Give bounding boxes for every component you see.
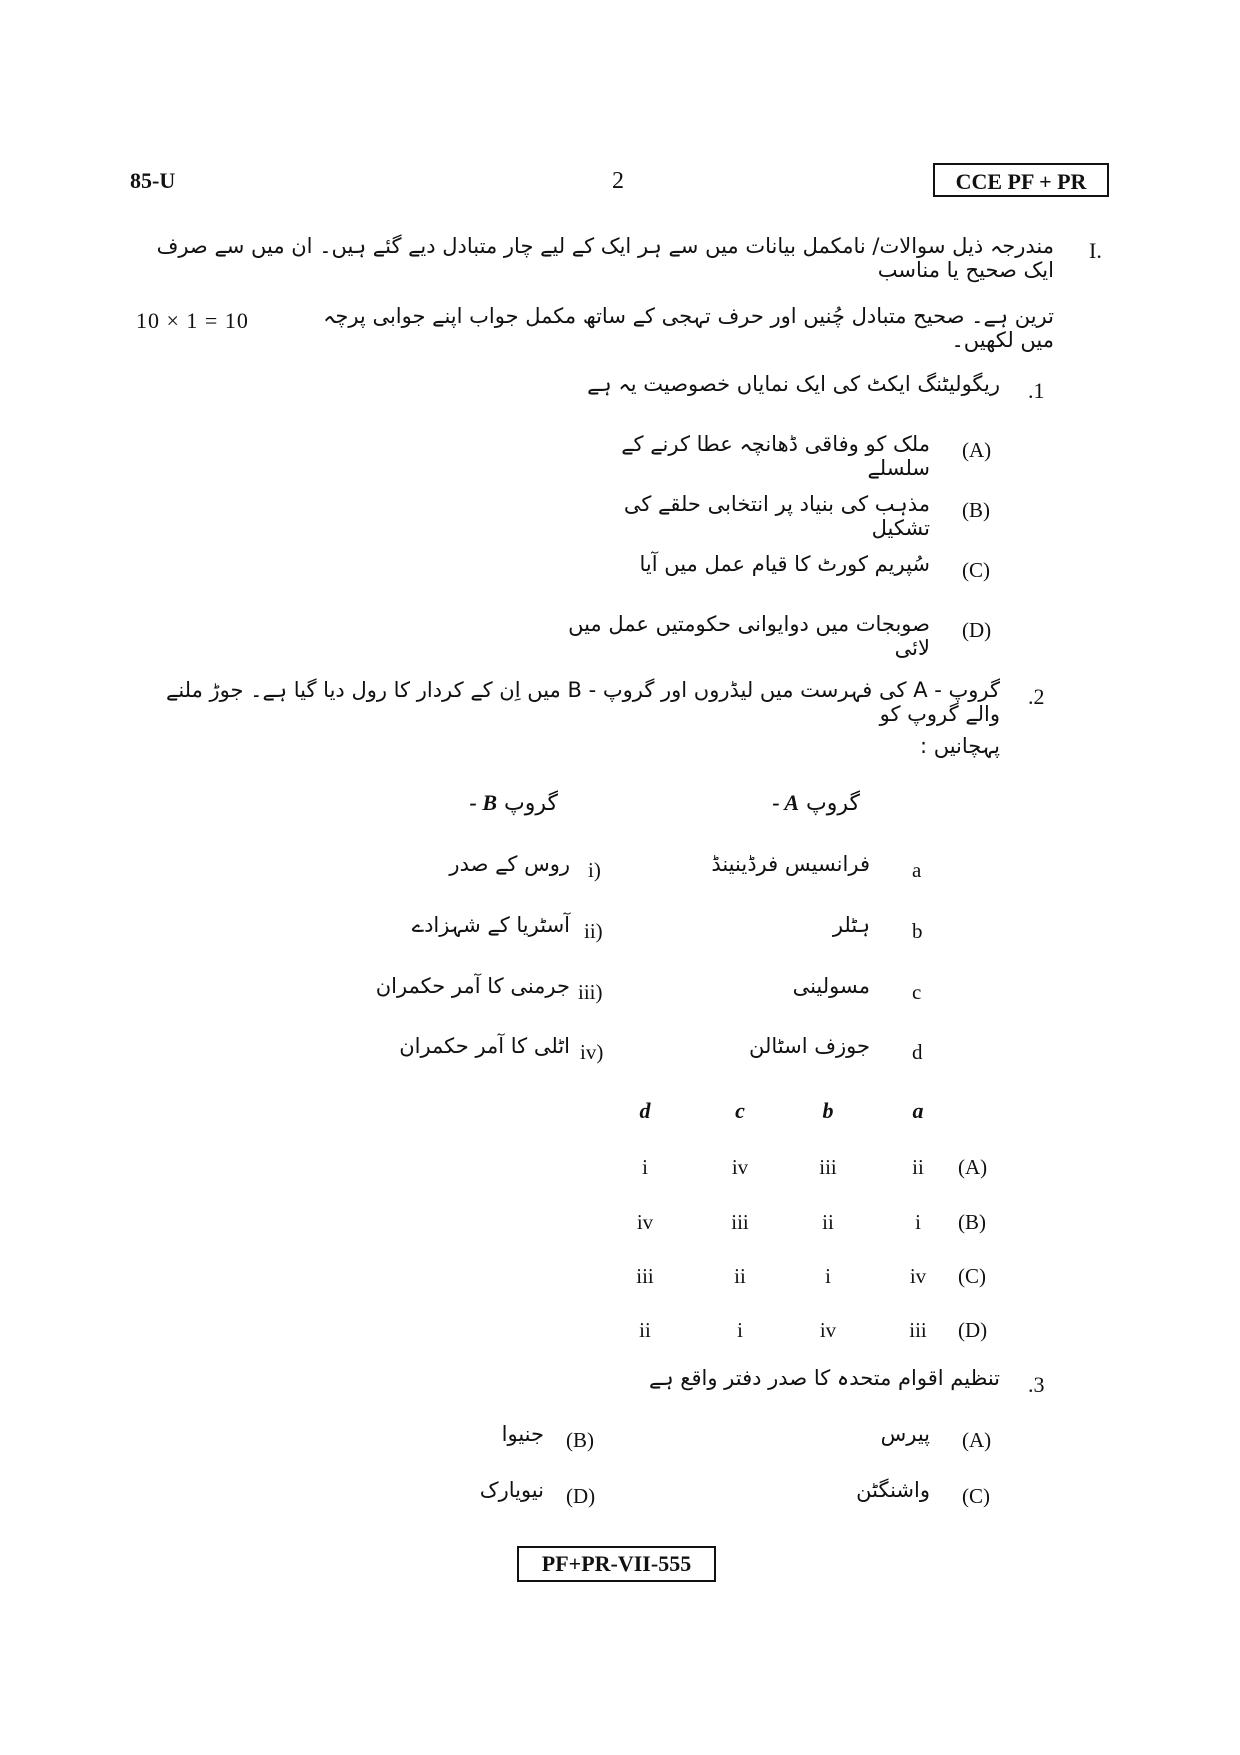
exam-code-box: CCE PF + PR <box>933 163 1109 197</box>
q1-option-c-label: (C) <box>962 558 990 582</box>
match-column-a: a <box>912 1098 924 1123</box>
row-b-b: ii <box>822 1210 834 1234</box>
section-marks: 10 × 1 = 10 <box>136 308 249 333</box>
row-d-c: i <box>737 1318 743 1342</box>
question-2-number: .2 <box>1028 684 1045 709</box>
match-column-c: c <box>735 1098 745 1123</box>
row-a-b: iii <box>819 1155 837 1179</box>
group-b-item-i: روس کے صدر <box>449 852 570 876</box>
q1-option-c-text: سُپریم کورٹ کا قیام عمل میں آیا <box>639 552 930 576</box>
row-d-a: iii <box>909 1318 927 1342</box>
group-b-item-iv: اٹلی کا آمر حکمران <box>399 1034 570 1058</box>
question-1-number: .1 <box>1028 378 1045 403</box>
group-a-label-a: a <box>912 858 922 882</box>
group-a-item-b: ہٹلر <box>832 913 870 937</box>
q3-option-c-text: واشنگٹن <box>856 1478 930 1502</box>
row-b-label: (B) <box>958 1210 986 1234</box>
question-2-text-line2: پہچانیں : <box>919 734 1000 758</box>
row-d-b: iv <box>819 1318 837 1342</box>
row-a-label: (A) <box>958 1155 988 1179</box>
row-a-d: i <box>642 1155 648 1179</box>
row-c-c: ii <box>734 1264 746 1288</box>
row-a-a: ii <box>912 1155 924 1179</box>
page-number: 2 <box>612 168 624 194</box>
q1-option-b-text: مذہب کی بنیاد پر انتخابی حلقے کی تشکیل <box>623 492 930 540</box>
q3-option-a-text: پیرس <box>880 1422 930 1446</box>
row-b-d: iv <box>636 1210 654 1234</box>
q3-option-a-label: (A) <box>962 1428 992 1452</box>
row-c-label: (C) <box>958 1264 986 1288</box>
q1-option-a-label: (A) <box>962 438 992 462</box>
footer-code-box: PF+PR-VII-555 <box>517 1546 716 1582</box>
question-3-number: .3 <box>1028 1372 1045 1397</box>
group-a-label-d: d <box>912 1040 923 1064</box>
question-3-text: تنظیم اقوام متحدہ کا صدر دفتر واقع ہے <box>649 1366 1000 1390</box>
section-instruction-line2: ترین ہے۔ صحیح متبادل چُنیں اور حرف تہجی کے ساتھ مکمل جواب اپنے جوابی پرچہ میں لکھیں۔ <box>323 304 1054 352</box>
row-b-c: iii <box>731 1210 749 1234</box>
group-a-letter: - A <box>772 790 800 815</box>
group-b-title: گروپ <box>504 791 558 816</box>
group-a-item-a: فرانسیس فرڈینینڈ <box>711 852 870 876</box>
row-a-c: iv <box>731 1155 749 1179</box>
group-b-heading <box>438 790 558 816</box>
group-a-item-c: مسولینی <box>792 974 870 998</box>
q1-option-d-label: (D) <box>962 618 992 642</box>
group-b-item-ii: آسٹریا کے شہزادے <box>411 913 570 937</box>
q3-option-d-label: (D) <box>566 1484 596 1508</box>
group-b-label-iv: iv) <box>580 1040 604 1064</box>
match-column-b: b <box>822 1098 834 1123</box>
q1-option-a-text: ملک کو وفاقی ڈھانچہ عطا کرنے کے سلسلے <box>621 432 930 480</box>
paper-code: 85-U <box>130 168 176 193</box>
group-a-label-b: b <box>912 919 923 943</box>
group-a-heading <box>740 790 860 816</box>
group-b-item-iii: جرمنی کا آمر حکمران <box>375 974 570 998</box>
group-a-item-d: جوزف اسٹالن <box>749 1034 870 1058</box>
q3-option-b-text: جنیوا <box>501 1422 544 1446</box>
section-instruction-line1: مندرجہ ذیل سوالات/ نامکمل بیانات میں سے ہر ایک کے لیے چار متبادل دیے گئے ہیں۔ ان میں سے صرف ایک صحیح یا مناسب <box>156 234 1054 282</box>
question-2-text-line1: گروپ - A کی فہرست میں لیڈروں اور گروپ - B میں اِن کے کردار کا رول دیا گیا ہے۔ جوڑ ملنے والے گروپ کو <box>166 678 1000 726</box>
question-1-text: ریگولیٹنگ ایکٹ کی ایک نمایاں خصوصیت یہ ہے <box>587 372 1000 396</box>
row-b-a: i <box>915 1210 921 1234</box>
row-c-a: iv <box>909 1264 927 1288</box>
row-d-d: ii <box>639 1318 651 1342</box>
group-b-label-ii: ii) <box>584 919 603 943</box>
group-b-label-iii: iii) <box>578 980 603 1004</box>
q3-option-d-text: نیویارک <box>479 1478 544 1502</box>
match-column-d: d <box>639 1098 651 1123</box>
row-c-b: i <box>825 1264 831 1288</box>
q1-option-d-text: صوبجات میں دوایوانی حکومتیں عمل میں لائی <box>568 612 930 660</box>
group-a-title: گروپ <box>806 791 860 816</box>
q1-option-b-label: (B) <box>962 498 990 522</box>
section-number: I. <box>1089 238 1102 263</box>
q3-option-c-label: (C) <box>962 1484 990 1508</box>
q3-option-b-label: (B) <box>566 1428 594 1452</box>
row-c-d: iii <box>636 1264 654 1288</box>
group-b-letter: - B <box>469 790 498 815</box>
group-a-label-c: c <box>912 980 922 1004</box>
group-b-label-i: i) <box>588 858 601 882</box>
row-d-label: (D) <box>958 1318 988 1342</box>
